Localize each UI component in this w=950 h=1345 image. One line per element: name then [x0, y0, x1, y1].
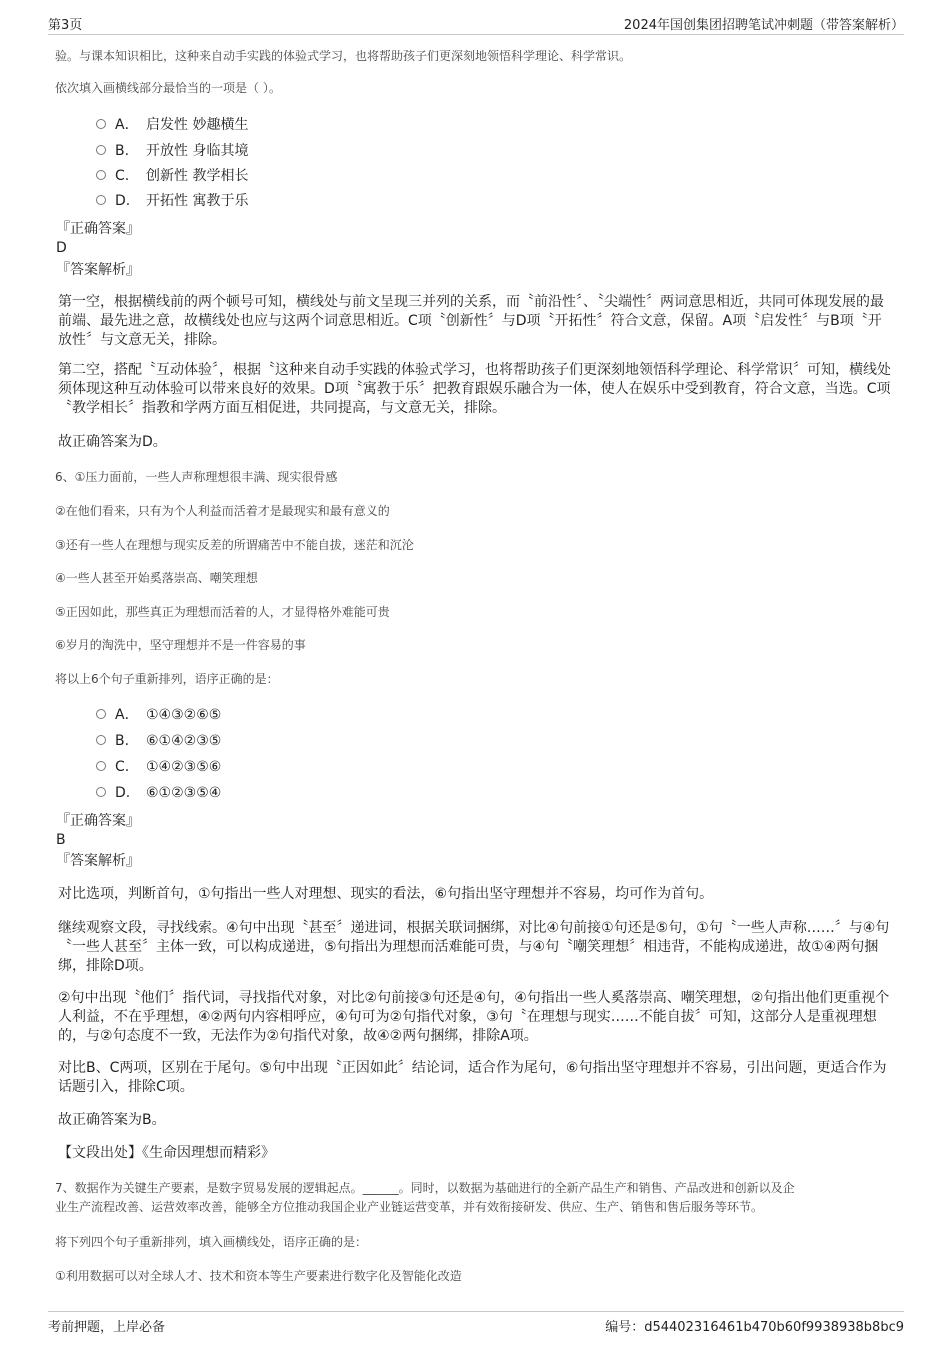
- q6-analysis-paragraph: ②句中出现〝他们〞指代词，寻找指代对象，对比②句前接③句还是④句，④句指出一些人奚落崇高、嘲笑理想，②句指出他们更重视个人利益，不在乎理想，④②两句内容相呼应，④句可为②句指代对象，③句〝在理想与现实……不能自拔〞可知，这部分人是重视理想的，与②句态度不一致，无法作为②句指代对象，故④②两句捆绑，排除A项。: [58, 990, 890, 1044]
- q6-option-d[interactable]: D. ⑥①②③⑤④: [96, 784, 221, 802]
- q6-sentence: 6、①压力面前，一些人声称理想很丰满、现实很骨感: [55, 470, 338, 484]
- q5-conclusion: 故正确答案为D。: [58, 434, 167, 450]
- radio-icon[interactable]: [96, 170, 106, 180]
- q5-option-d[interactable]: D. 开拓性 寓教于乐: [96, 192, 248, 210]
- q6-option-b[interactable]: B. ⑥①④②③⑤: [96, 732, 221, 750]
- q6-sentence: ⑤正因如此，那些真正为理想而活着的人，才显得格外难能可贵: [55, 605, 390, 619]
- q6-conclusion: 故正确答案为B。: [58, 1112, 166, 1128]
- q6-sentence: ③还有一些人在理想与现实反差的所谓痛苦中不能自拔，迷茫和沉沦: [55, 538, 414, 552]
- q6-source: 【文段出处】《生命因理想而精彩》: [58, 1145, 275, 1161]
- q5-answer: D: [56, 240, 67, 256]
- q7-stem: 7、数据作为关键生产要素，是数字贸易发展的逻辑起点。______。同时，以数据为基础进行的全新产品生产和销售、产品改进和创新以及企: [55, 1181, 795, 1195]
- q5-option-a[interactable]: A． 启发性 妙趣横生: [96, 116, 248, 134]
- q5-option-c[interactable]: C. 创新性 教学相长: [96, 167, 248, 185]
- q6-sentence: ④一些人甚至开始奚落崇高、嘲笑理想: [55, 571, 258, 585]
- radio-icon[interactable]: [96, 761, 106, 771]
- q6-analysis-paragraph: 对比选项，判断首句，①句指出一些人对理想、现实的看法，⑥句指出坚守理想并不容易，均可作为首句。: [58, 886, 714, 902]
- q6-option-a[interactable]: A． ①④③②⑥⑤: [96, 706, 221, 724]
- q5-analysis-paragraph: 第二空，搭配〝互动体验〞，根据〝这种来自动手实践的体验式学习，也将帮助孩子们更深刻地领悟科学理论、科学常识〞可知，横线处须体现这种互动体验可以带来良好的效果。D项〝寓教于乐〞把教育跟娱乐融合为一体，使人在娱乐中受到教育，符合文意，当选。C项〝教学相长〞指教和学两方面互相促进，共同提高，与文意无关，排除。: [58, 362, 891, 416]
- q5-analysis-label: 『答案解析』: [56, 262, 140, 278]
- q5-prompt: 依次填入画横线部分最恰当的一项是（ ）。: [55, 81, 281, 95]
- q6-answer-label: 『正确答案』: [56, 813, 140, 829]
- radio-icon[interactable]: [96, 119, 106, 129]
- document-title: 2024年国创集团招聘笔试冲刺题（带答案解析）: [623, 18, 904, 33]
- q5-analysis-paragraph: 第一空，根据横线前的两个顿号可知，横线处与前文呈现三并列的关系，而〝前沿性〞、〝尖端性〞两词意思相近，共同可体现发展的最前端、最先进之意，故横线处也应与这两个词意思相近。C项〝创新性〞与D项〝开拓性〞符合文意，保留。A项〝启发性〞与B项〝开放性〞与文意无关，排除。: [58, 294, 884, 348]
- page-number: 第3页: [48, 18, 83, 33]
- q6-sentence: ②在他们看来，只有为个人利益而活着才是最现实和最有意义的: [55, 504, 390, 518]
- q6-option-c[interactable]: C. ①④②③⑤⑥: [96, 758, 221, 776]
- q5-option-b[interactable]: B. 开放性 身临其境: [96, 142, 248, 160]
- radio-icon[interactable]: [96, 145, 106, 155]
- page-header: [48, 14, 904, 35]
- radio-icon[interactable]: [96, 709, 106, 719]
- document-id: 编号：d54402316461b470b60f9938938b8bc9: [605, 1320, 904, 1335]
- radio-icon[interactable]: [96, 787, 106, 797]
- q5-answer-label: 『正确答案』: [56, 221, 140, 237]
- q6-sentence: ⑥岁月的淘洗中，坚守理想并不是一件容易的事: [55, 638, 306, 652]
- page-footer: [48, 1311, 904, 1338]
- q7-sentence: ①利用数据可以对全球人才、技术和资本等生产要素进行数字化及智能化改造: [55, 1269, 462, 1283]
- q6-prompt: 将以上6个句子重新排列，语序正确的是：: [55, 672, 279, 686]
- q6-analysis-paragraph: 继续观察文段，寻找线索。④句中出现〝甚至〞递进词，根据关联词捆绑，对比④句前接①句还是⑤句，①句〝一些人声称……〞与④句〝一些人甚至〞主体一致，可以构成递进，⑤句指出为理想而活难能可贵，与④句〝嘲笑理想〞相违背，不能构成递进，故①④两句捆绑，排除D项。: [58, 920, 890, 974]
- q5-intro: 验。与课本知识相比，这种来自动手实践的体验式学习，也将帮助孩子们更深刻地领悟科学理论、科学常识。: [55, 49, 632, 63]
- radio-icon[interactable]: [96, 735, 106, 745]
- q7-prompt: 将下列四个句子重新排列，填入画横线处，语序正确的是：: [55, 1235, 368, 1249]
- q6-answer: B: [56, 832, 66, 848]
- q7-stem: 业生产流程改善、运营效率改善，能够全方位推动我国企业产业链运营变革，并有效衔接研发、供应、生产、销售和售后服务等环节。: [55, 1200, 764, 1214]
- footer-slogan: 考前押题，上岸必备: [48, 1320, 166, 1335]
- q6-analysis-paragraph: 对比B、C两项，区别在于尾句。⑤句中出现〝正因如此〞结论词，适合作为尾句，⑥句指出坚守理想并不容易，引出问题，更适合作为话题引入，排除C项。: [58, 1060, 887, 1095]
- q6-analysis-label: 『答案解析』: [56, 853, 140, 869]
- radio-icon[interactable]: [96, 195, 106, 205]
